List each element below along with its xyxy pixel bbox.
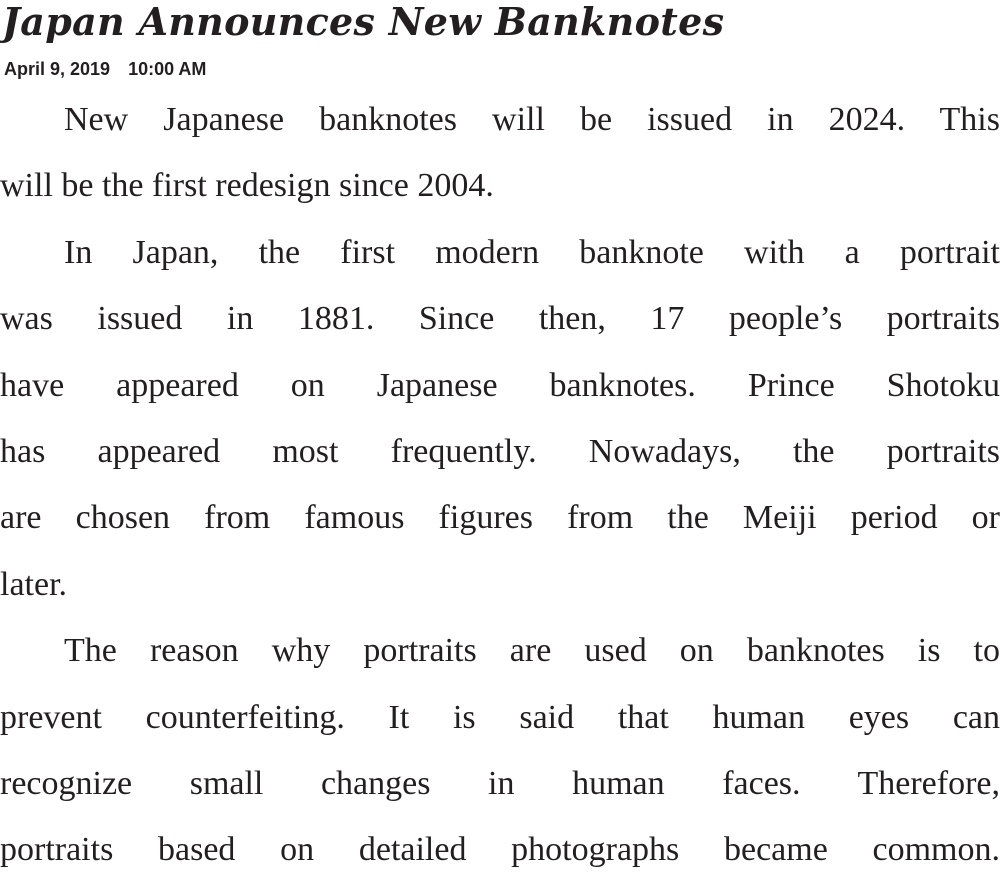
text-line: In Japan, the first modern banknote with a portrait (64, 233, 1000, 271)
text-line: recognize small changes in human faces. Therefore, (0, 764, 1000, 802)
text-line: have appeared on Japanese banknotes. Prince Shotoku (0, 366, 1000, 404)
text-line: has appeared most frequently. Nowadays, the portraits (0, 432, 1000, 470)
text-line: will be the first redesign since 2004. (0, 167, 494, 205)
text-line: prevent counterfeiting. It is said that human eyes can (0, 698, 1000, 736)
article-headline: Japan Announces New Banknotes (2, 0, 725, 44)
text-line: are chosen from famous figures from the Meiji period or (0, 499, 1000, 537)
text-line: New Japanese banknotes will be issued in 2024. This (64, 101, 1000, 138)
paragraph-3 (0, 618, 1000, 884)
paragraph-1 (0, 87, 1000, 220)
article-time: 10:00 AM (128, 59, 207, 79)
text-line: was issued in 1881. Since then, 17 people’s portraits (0, 300, 1000, 338)
article-dateline (4, 58, 206, 80)
article-body (0, 87, 1000, 884)
text-line: The reason why portraits are used on banknotes is to (64, 632, 1000, 670)
text-line: portraits based on detailed photographs became common. (0, 831, 1000, 869)
text-line: later. (0, 565, 68, 603)
paragraph-2 (0, 220, 1000, 618)
article-date: April 9, 2019 (4, 59, 111, 79)
